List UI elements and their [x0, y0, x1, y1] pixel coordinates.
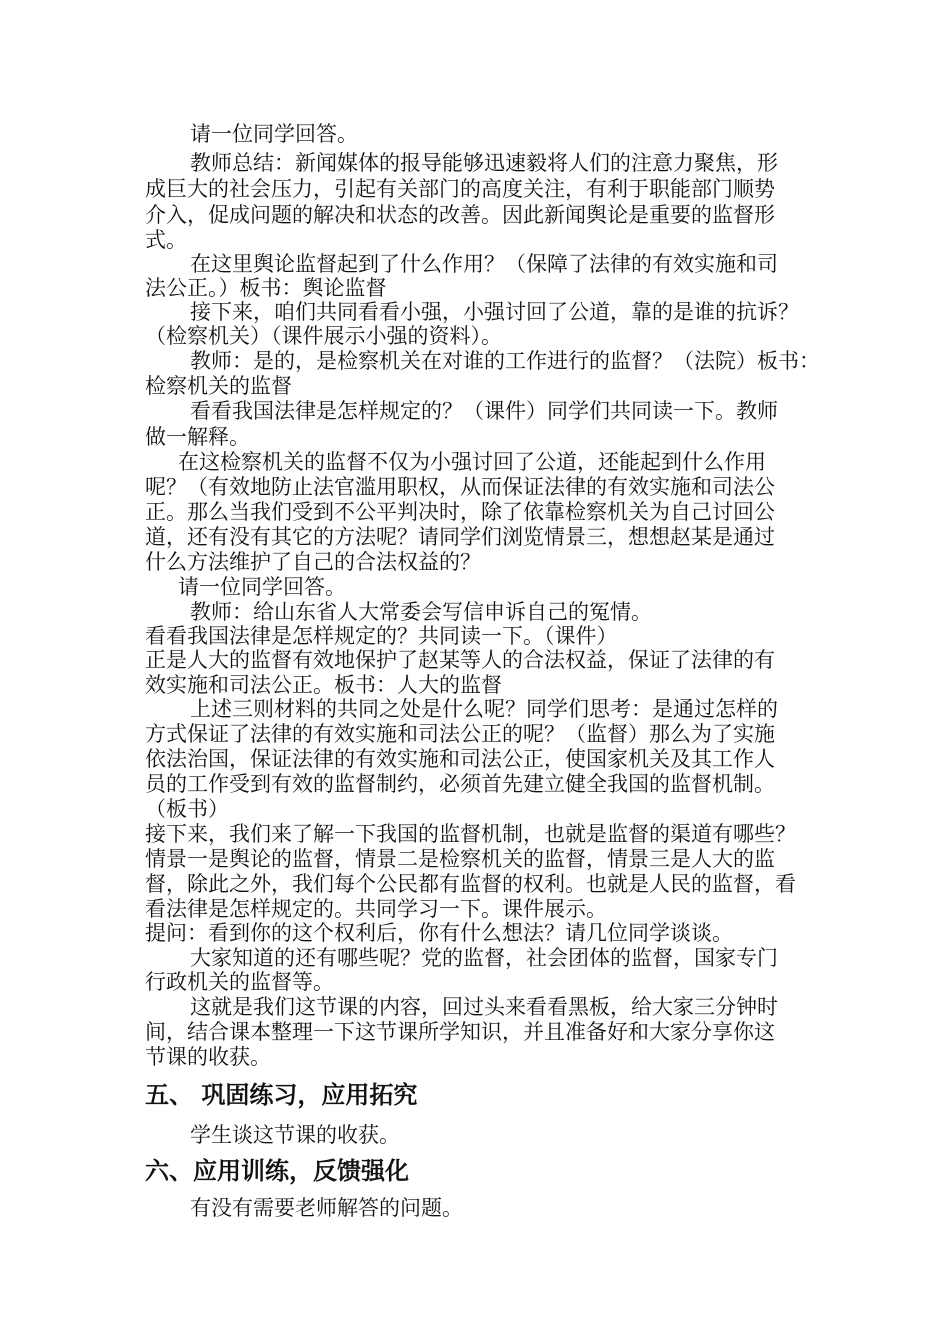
text-line: 提问：看到你的这个权利后，你有什么想法？请几位同学谈谈。: [145, 921, 733, 945]
section-heading-5: 五、 巩固练习，应用拓究: [145, 1080, 418, 1109]
text-line: 请一位同学回答。: [190, 122, 358, 146]
text-line: 节课的收获。: [145, 1045, 271, 1069]
section-6-body: 有没有需要老师解答的问题。: [190, 1196, 463, 1220]
text-line: 介入，促成问题的解决和状态的改善。因此新闻舆论是重要的监督形: [145, 203, 775, 227]
text-line: （板书）: [145, 797, 229, 821]
text-line: （检察机关）（课件展示小强的资料）。: [145, 324, 502, 348]
text-line: 上述三则材料的共同之处是什么呢？同学们思考：是通过怎样的: [190, 697, 778, 721]
text-line: 教师：是的，是检察机关在对谁的工作进行的监督？（法院）板书：: [190, 349, 820, 373]
text-line: 什么方法维护了自己的合法权益的？: [145, 550, 481, 574]
text-line: 督，除此之外，我们每个公民都有监督的权利。也就是人民的监督，看: [145, 872, 796, 896]
text-line: 请一位同学回答。: [178, 575, 346, 599]
text-line: 在这检察机关的监督不仅为小强讨回了公道，还能起到什么作用: [178, 450, 766, 474]
text-line: 看法律是怎样规定的。共同学习一下。课件展示。: [145, 897, 607, 921]
text-line: 检察机关的监督: [145, 374, 292, 398]
text-line: 呢？（有效地防止法官滥用职权，从而保证法律的有效实施和司法公: [145, 475, 775, 499]
text-line: 正。那么当我们受到不公平判决时，除了依靠检察机关为自己讨回公: [145, 500, 775, 524]
text-line: 成巨大的社会压力，引起有关部门的高度关注，有利于职能部门顺势: [145, 177, 775, 201]
text-line: 这就是我们这节课的内容，回过头来看看黑板，给大家三分钟时: [190, 995, 778, 1019]
text-line: 道，还有没有其它的方法呢？请同学们浏览情景三，想想赵某是通过: [145, 525, 775, 549]
text-line: 方式保证了法律的有效实施和司法公正的呢？（监督）那么为了实施: [145, 722, 775, 746]
text-line: 做一解释。: [145, 425, 250, 449]
text-line: 行政机关的监督等。: [145, 970, 334, 994]
text-line: 教师：给山东省人大常委会写信申诉自己的冤情。: [190, 600, 652, 624]
text-line: 法公正。）板书：舆论监督: [145, 276, 387, 300]
text-line: 员的工作受到有效的监督制约，必须首先建立健全我国的监督机制。: [145, 772, 775, 796]
text-line: 正是人大的监督有效地保护了赵某等人的合法权益，保证了法律的有: [145, 648, 775, 672]
text-line: 教师总结：新闻媒体的报导能够迅速毅将人们的注意力聚焦，形: [190, 151, 778, 175]
text-line: 看看我国法律是怎样规定的？（课件）同学们共同读一下。教师: [190, 399, 778, 423]
text-line: 大家知道的还有哪些呢？党的监督，社会团体的监督，国家专门: [190, 946, 778, 970]
text-line: 依法治国，保证法律的有效实施和司法公正，使国家机关及其工作人: [145, 747, 775, 771]
text-line: 接下来，咱们共同看看小强，小强讨回了公道，靠的是谁的抗诉？: [190, 300, 799, 324]
text-line: 看看我国法律是怎样规定的？共同读一下。（课件）: [145, 624, 618, 648]
text-line: 式。: [145, 228, 187, 252]
section-heading-6: 六、应用训练，反馈强化: [145, 1156, 409, 1185]
text-line: 接下来，我们来了解一下我国的监督机制，也就是监督的渠道有哪些？: [145, 822, 796, 846]
section-5-body: 学生谈这节课的收获。: [190, 1123, 400, 1147]
text-line: 在这里舆论监督起到了什么作用？（保障了法律的有效实施和司: [190, 252, 778, 276]
text-line: 间，结合课本整理一下这节课所学知识，并且准备好和大家分享你这: [145, 1020, 775, 1044]
text-line: 效实施和司法公正。板书：人大的监督: [145, 673, 502, 697]
text-line: 情景一是舆论的监督，情景二是检察机关的监督，情景三是人大的监: [145, 847, 775, 871]
